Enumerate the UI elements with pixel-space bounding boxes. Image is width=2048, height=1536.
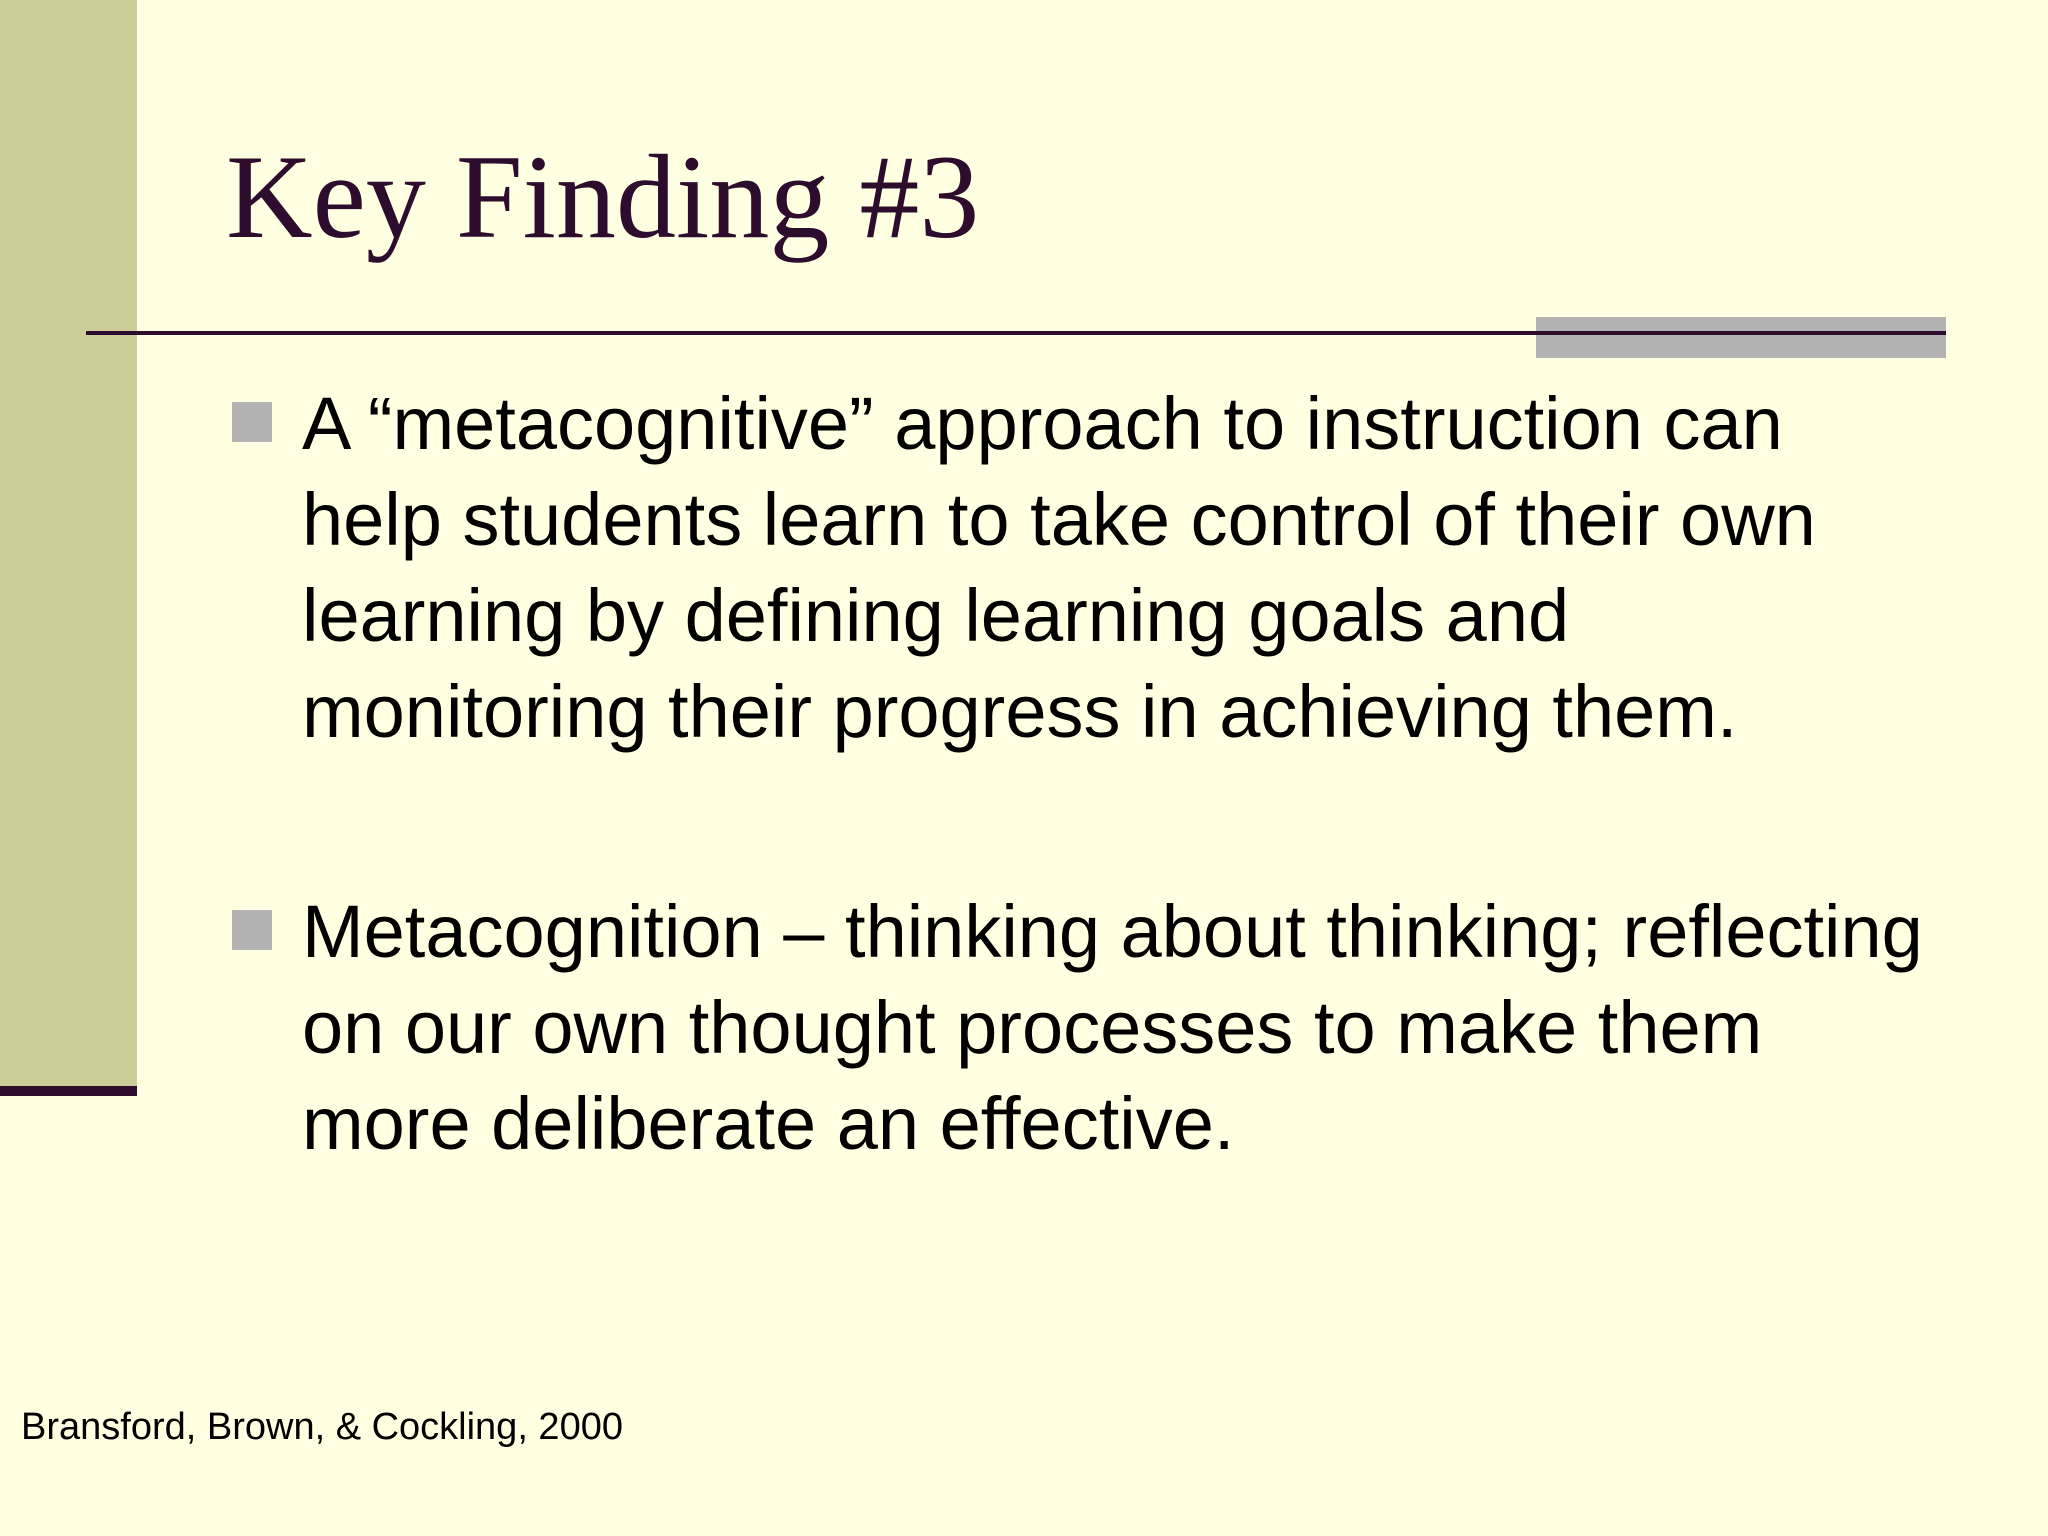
left-bar-rule: [0, 1086, 137, 1096]
title-rule-accent-block: [1536, 317, 1946, 358]
slide-title: Key Finding #3: [226, 130, 980, 263]
bullet-text: Metacognition – thinking about thinking; reflecting on our own thought processes to make them more deliberate an effective.: [302, 890, 1923, 1165]
left-decorative-bar: [0, 0, 137, 1086]
square-bullet-icon: [232, 402, 272, 442]
bullet-item: [232, 376, 1932, 760]
bullet-item: [232, 884, 1932, 1172]
citation: Bransford, Brown, & Cockling, 2000: [21, 1406, 623, 1448]
square-bullet-icon: [232, 910, 272, 950]
bullet-text: A “metacognitive” approach to instruction can help students learn to take control of their own learning by defining learning goals and monitoring their progress in achieving them.: [302, 382, 1816, 753]
bullet-list: [232, 376, 1932, 1172]
title-rule-accent-line: [1536, 331, 1946, 335]
